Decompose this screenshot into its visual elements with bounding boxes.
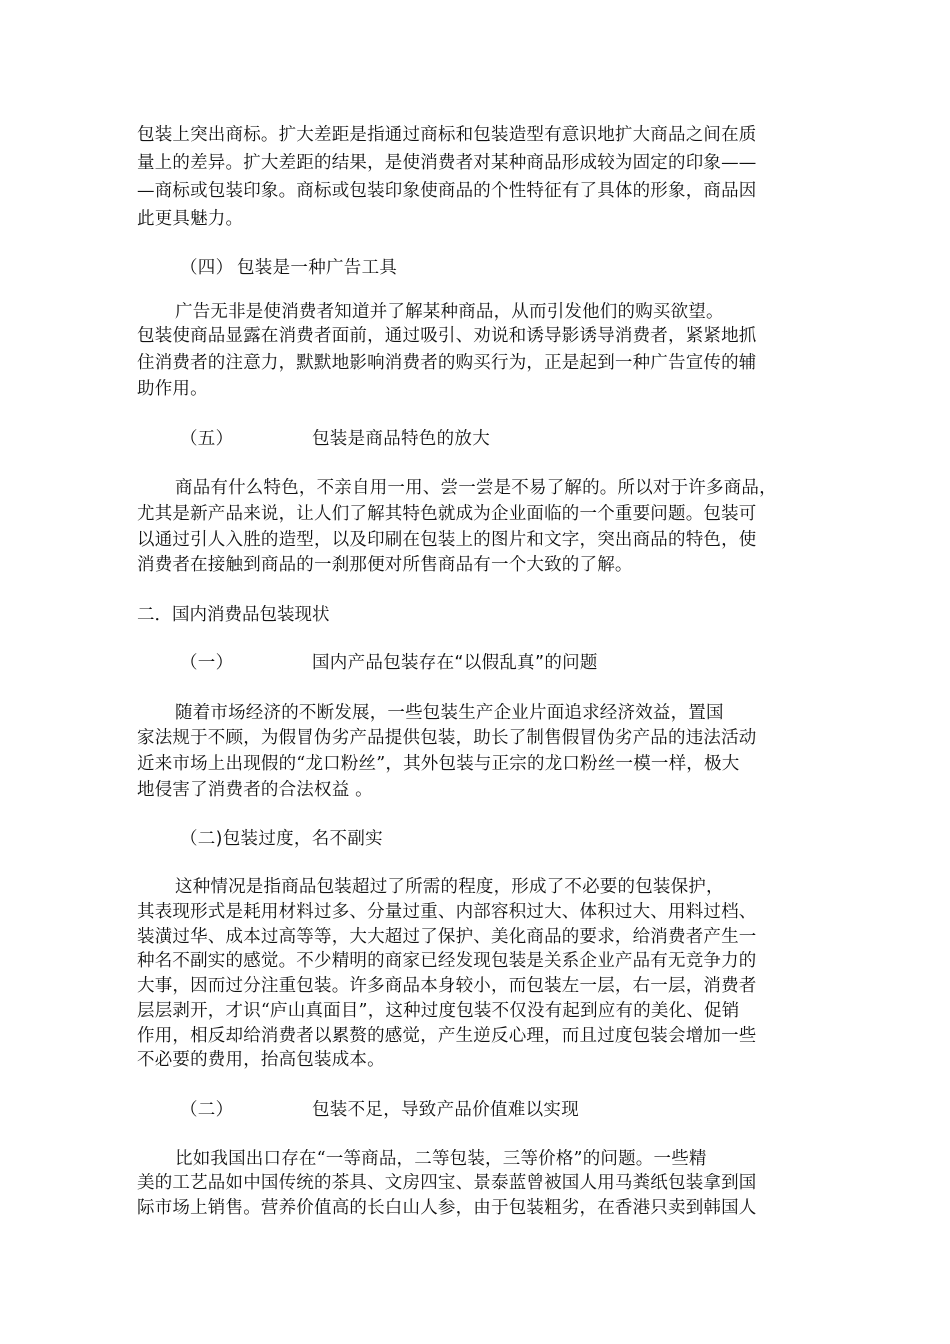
paragraph-line: 此更具魅力。 (137, 209, 244, 229)
paragraph-line: 包装上突出商标。扩大差距是指通过商标和包装造型有意识地扩大商品之间在质 (137, 125, 757, 145)
paragraph-line: 地侵害了消费者的合法权益 。 (137, 780, 373, 800)
paragraph-line: 不必要的费用，抬高包装成本。 (137, 1050, 385, 1070)
paragraph-line: 其表现形式是耗用材料过多、分量过重、内部容积过大、体积过大、用料过档、 (137, 902, 757, 922)
paragraph-line: 比如我国出口存在“一等商品，二等包装，三等价格”的问题。一些精 (175, 1149, 707, 1169)
paragraph-line: 住消费者的注意力，默默地影响消费者的购买行为，正是起到一种广告宣传的辅 (137, 353, 757, 373)
paragraph-line: 广告无非是使消费者知道并了解某种商品，从而引发他们的购买欲望。 (175, 302, 724, 322)
paragraph-line: 助作用。 (137, 379, 208, 399)
subheading-text: 包装是一种广告工具 (237, 258, 398, 278)
subheading-number: （一） (180, 653, 234, 673)
paragraph-line: —商标或包装印象。商标或包装印象使商品的个性特征有了具体的形象，商品因 (137, 181, 757, 201)
subheading-text: 国内产品包装存在“以假乱真”的问题 (312, 653, 598, 673)
subheading-number: （五） (180, 429, 234, 449)
paragraph-line: 随着市场经济的不断发展，一些包装生产企业片面追求经济效益，置国 (175, 703, 724, 723)
paragraph-line: 种名不副实的感觉。不少精明的商家已经发现包装是关系企业产品有无竞争力的 (137, 951, 757, 971)
subheading-text: 包装不足，导致产品价值难以实现 (312, 1100, 579, 1120)
paragraph-line: 作用，相反却给消费者以累赘的感觉，产生逆反心理，而且过度包装会增加一些 (137, 1026, 757, 1046)
paragraph-line: 消费者在接触到商品的一刹那便对所售商品有一个大致的了解。 (137, 555, 633, 575)
paragraph-line: 尤其是新产品来说，让人们了解其特色就成为企业面临的一个重要问题。包装可 (137, 504, 757, 524)
paragraph-line: 层层剥开，才识“庐山真面目”，这种过度包装不仅没有起到应有的美化、促销 (137, 1001, 740, 1021)
paragraph-line: 装潢过华、成本过高等等，大大超过了保护、美化商品的要求，给消费者产生一 (137, 927, 757, 947)
paragraph-line: 包装使商品显露在消费者面前，通过吸引、劝说和诱导影诱导消费者，紧紧地抓 (137, 326, 757, 346)
paragraph-line: 这种情况是指商品包装超过了所需的程度，形成了不必要的包装保护， (175, 877, 724, 897)
paragraph-line: 际市场上销售。营养价值高的长白山人参，由于包装粗劣，在香港只卖到韩国人 (137, 1198, 757, 1218)
paragraph-line: 美的工艺品如中国传统的茶具、文房四宝、景泰蓝曾被国人用马粪纸包装拿到国 (137, 1173, 757, 1193)
paragraph-line: 家法规于不顾，为假冒伪劣产品提供包装，助长了制售假冒伪劣产品的违法活动 (137, 728, 757, 748)
section-title: 二．国内消费品包装现状 (137, 605, 330, 625)
subheading-number: （二） (180, 1100, 234, 1120)
subheading-text: 包装是商品特色的放大 (312, 429, 490, 449)
paragraph-line: 量上的差异。扩大差距的结果，是使消费者对某种商品形成较为固定的印象—— (137, 153, 757, 173)
paragraph-line: 近来市场上出现假的“龙口粉丝”，其外包装与正宗的龙口粉丝一模一样，极大 (137, 754, 740, 774)
subheading-number: （四） (180, 258, 234, 278)
subheading-s2: （二)包装过度，名不副实 (180, 829, 383, 849)
paragraph-line: 以通过引人入胜的造型，以及印刷在包装上的图片和文字，突出商品的特色，使 (137, 530, 757, 550)
paragraph-line: 商品有什么特色，不亲自用一用、尝一尝是不易了解的。所以对于许多商品， (175, 478, 777, 498)
paragraph-line: 大事，因而过分注重包装。许多商品本身较小，而包装左一层，右一层，消费者 (137, 976, 757, 996)
